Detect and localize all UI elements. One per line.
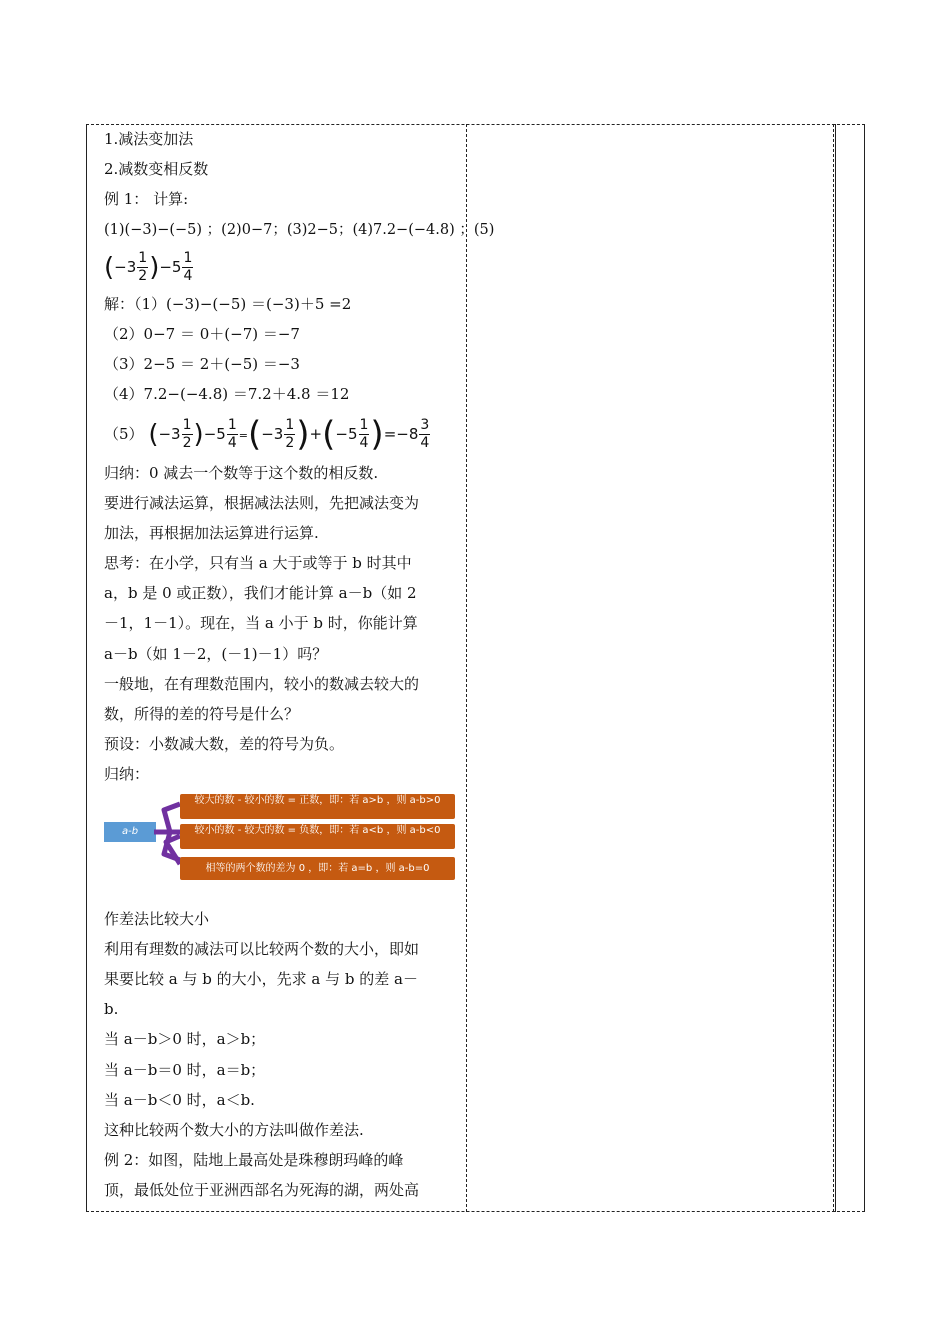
text-line: 作差法比较大小 [104, 909, 210, 928]
text-line: 加法，再根据加法运算进行运算. [104, 523, 319, 542]
diagram-box-zero: 相等的两个数的差为 0 ，即：若 a=b ，则 a-b=0 [180, 857, 455, 880]
text-line: 要进行减法运算，根据减法法则，先把减法变为 [104, 493, 420, 512]
diagram-box-positive: 较大的数 - 较小的数 = 正数，即：若 a>b ，则 a-b>0 [180, 794, 455, 819]
text-line: 顶，最低处位于亚洲西部名为死海的湖，两处高 [104, 1181, 420, 1200]
text-line: （3）2−5 ＝ 2＋(−5) ＝−3 [104, 355, 300, 374]
text-line: 解：（1）(−3)−(−5) ＝(−3)＋5 =2 [104, 294, 352, 313]
fraction-equation: （5） (−3 $\frac{1}{2}$ )−5 $\frac{1}{4}$ =(−3 $\frac{1}{2}$ )+(−5 $\frac{1}{4}$ )=−8 $\frac{3}{4}$ [104, 414, 430, 454]
diagram-root: a-b [104, 822, 156, 842]
text-line: (1)(−3)−(−5) ；(2)0−7；(3)2−5；(4)7.2−(−4.8) ；(5) [104, 221, 495, 238]
text-line: a，b 是 0 或正数），我们才能计算 a－b（如 2 [104, 584, 417, 603]
text-line: 当 a－b＝0 时，a＝b； [104, 1060, 266, 1079]
text-line: 数，所得的差的符号是什么？ [104, 705, 300, 723]
text-line: 当 a－b＜0 时，a＜b. [104, 1090, 255, 1109]
lesson-content [104, 124, 495, 1205]
text-line: －1，1－1）。现在，当 a 小于 b 时，你能计算 [104, 614, 418, 633]
text-line: 思考：在小学，只有当 a 大于或等于 b 时其中 [104, 554, 412, 573]
text-line: 1.减法变加法 [104, 130, 194, 148]
column-divider [835, 124, 836, 1212]
brace-icon [154, 794, 182, 882]
text-line: 例 1： 计算: [104, 190, 189, 209]
text-line: 2.减数变相反数 [104, 160, 209, 179]
text-line: 这种比较两个数大小的方法叫做作差法. [104, 1120, 364, 1139]
text-line: （4）7.2−(−4.8) ＝7.2＋4.8 ＝12 [104, 385, 350, 404]
text-line: a－b（如 1－2，(－1)－1）吗？ [104, 644, 328, 663]
text-line: 利用有理数的减法可以比较两个数的大小，即如 [104, 939, 420, 958]
column-divider [466, 124, 467, 1212]
subtraction-sign-diagram [104, 794, 460, 904]
column-divider [833, 124, 834, 1212]
text-line: 例 2：如图，陆地上最高处是珠穆朗玛峰的峰 [104, 1151, 404, 1170]
text-line: b. [104, 1000, 119, 1019]
diagram-box-negative: 较小的数 - 较大的数 = 负数，即：若 a<b ，则 a-b<0 [180, 824, 455, 849]
text-line: 归纳：0 减去一个数等于这个数的相反数. [104, 463, 379, 482]
text-line: （2）0−7 ＝ 0＋(−7) ＝−7 [104, 324, 300, 343]
text-line: 果要比较 a 与 b 的大小，先求 a 与 b 的差 a－ [104, 969, 418, 988]
text-line: 预设：小数减大数，差的符号为负。 [104, 735, 345, 754]
text-line: 当 a－b＞0 时，a＞b； [104, 1030, 266, 1049]
text-line: 归纳： [104, 765, 150, 784]
fraction-expression: (−3 $\frac{1}{2}$ )−5 $\frac{1}{4}$ [104, 249, 193, 284]
text-line: 一般地，在有理数范围内，较小的数减去较大的 [104, 674, 420, 693]
